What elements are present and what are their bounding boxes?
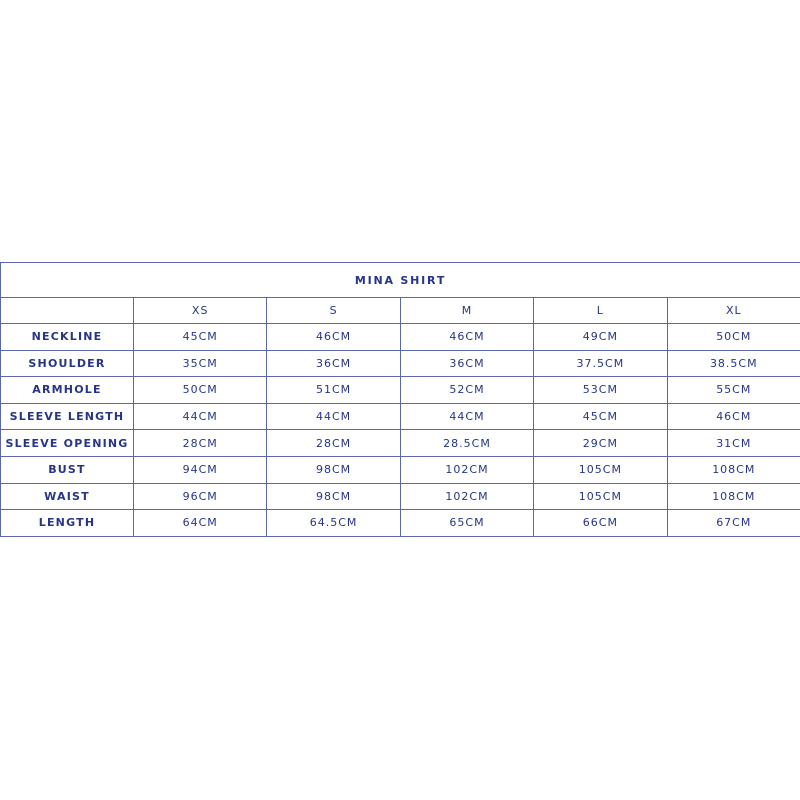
measurement-cell: 108CM xyxy=(667,483,800,510)
header-corner-cell xyxy=(1,298,134,324)
measurement-cell: 37.5CM xyxy=(534,350,667,377)
measurement-cell: 102CM xyxy=(400,456,533,483)
measurement-cell: 44CM xyxy=(134,403,267,430)
measurement-cell: 65CM xyxy=(400,510,533,537)
size-header-s: S xyxy=(267,298,400,324)
row-label: ARMHOLE xyxy=(1,377,134,404)
table-row xyxy=(1,377,800,404)
measurement-cell: 46CM xyxy=(400,324,533,351)
table-title: MINA SHIRT xyxy=(1,263,800,298)
measurement-cell: 50CM xyxy=(667,324,800,351)
measurement-cell: 28CM xyxy=(267,430,400,457)
size-header-xl: XL xyxy=(667,298,800,324)
measurement-cell: 50CM xyxy=(134,377,267,404)
measurement-cell: 66CM xyxy=(534,510,667,537)
measurement-cell: 52CM xyxy=(400,377,533,404)
measurement-cell: 96CM xyxy=(134,483,267,510)
size-header-xs: XS xyxy=(134,298,267,324)
measurement-cell: 29CM xyxy=(534,430,667,457)
measurement-cell: 46CM xyxy=(267,324,400,351)
row-label: SHOULDER xyxy=(1,350,134,377)
measurement-cell: 36CM xyxy=(400,350,533,377)
row-label: LENGTH xyxy=(1,510,134,537)
measurement-cell: 44CM xyxy=(400,403,533,430)
measurement-cell: 98CM xyxy=(267,483,400,510)
table-row xyxy=(1,483,800,510)
measurement-cell: 64CM xyxy=(134,510,267,537)
measurement-cell: 45CM xyxy=(534,403,667,430)
measurement-cell: 46CM xyxy=(667,403,800,430)
measurement-cell: 105CM xyxy=(534,483,667,510)
measurement-cell: 49CM xyxy=(534,324,667,351)
measurement-cell: 51CM xyxy=(267,377,400,404)
measurement-cell: 45CM xyxy=(134,324,267,351)
row-label: SLEEVE LENGTH xyxy=(1,403,134,430)
measurement-cell: 55CM xyxy=(667,377,800,404)
measurement-cell: 64.5CM xyxy=(267,510,400,537)
size-header-row xyxy=(1,298,800,324)
row-label: WAIST xyxy=(1,483,134,510)
measurement-cell: 102CM xyxy=(400,483,533,510)
measurement-cell: 94CM xyxy=(134,456,267,483)
table-row xyxy=(1,324,800,351)
row-label: SLEEVE OPENING xyxy=(1,430,134,457)
measurement-cell: 36CM xyxy=(267,350,400,377)
table-row xyxy=(1,350,800,377)
measurement-cell: 105CM xyxy=(534,456,667,483)
table-row xyxy=(1,403,800,430)
size-chart-table xyxy=(0,262,800,537)
table-row xyxy=(1,456,800,483)
measurement-cell: 44CM xyxy=(267,403,400,430)
measurement-cell: 28.5CM xyxy=(400,430,533,457)
row-label: BUST xyxy=(1,456,134,483)
measurement-cell: 53CM xyxy=(534,377,667,404)
measurement-cell: 38.5CM xyxy=(667,350,800,377)
measurement-cell: 67CM xyxy=(667,510,800,537)
size-header-l: L xyxy=(534,298,667,324)
measurement-cell: 28CM xyxy=(134,430,267,457)
measurement-cell: 108CM xyxy=(667,456,800,483)
table-row xyxy=(1,510,800,537)
measurement-cell: 31CM xyxy=(667,430,800,457)
row-label: NECKLINE xyxy=(1,324,134,351)
measurement-cell: 35CM xyxy=(134,350,267,377)
table-row xyxy=(1,430,800,457)
measurement-cell: 98CM xyxy=(267,456,400,483)
table-title-row xyxy=(1,263,800,298)
size-header-m: M xyxy=(400,298,533,324)
